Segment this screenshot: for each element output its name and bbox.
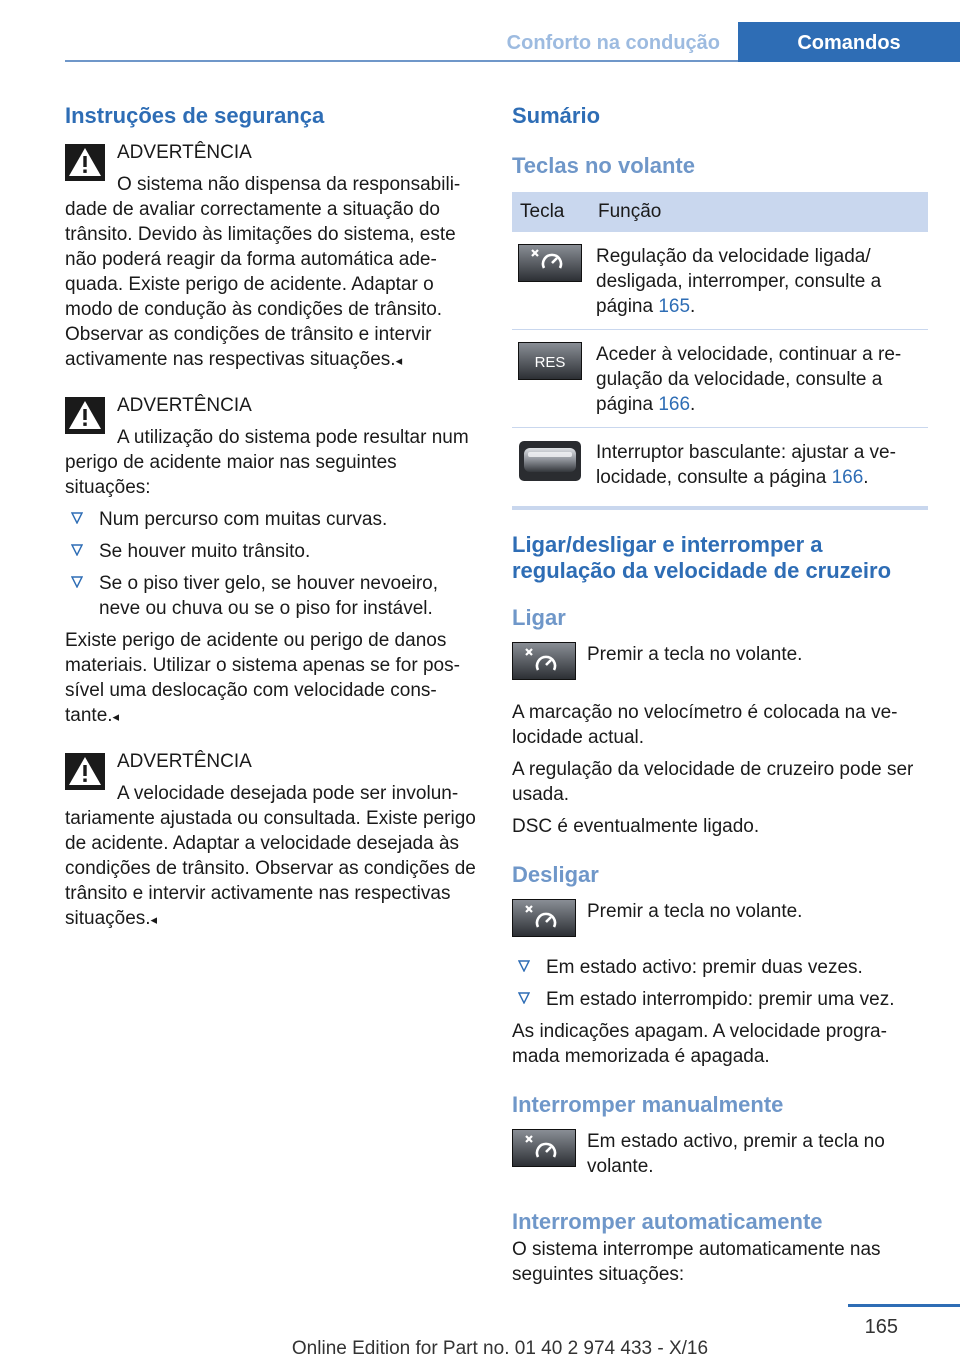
warning-text: A velocidade desejada pode ser involuntariamente ajustada ou consultada. Existe perigo de acidente. Adaptar a velocidade desejada às condições de trânsito. Observar as condições de trânsito e intervir activamente nas respectivas situações. bbox=[65, 783, 476, 929]
res-key-icon bbox=[518, 342, 582, 380]
auto-interrupt-heading: Interromper automaticamente bbox=[512, 1209, 823, 1234]
list-item: Em estado activo: premir duas vezes. bbox=[512, 955, 928, 987]
header-chapter-tab: Comandos bbox=[738, 22, 960, 62]
paragraph: DSC é eventualmente ligado. bbox=[512, 816, 760, 837]
page-link[interactable]: 166 bbox=[831, 467, 864, 488]
warning-text: A utilização do sistema pode resultar num perigo de acidente maior nas seguintes situações: bbox=[65, 427, 469, 498]
end-mark: ◂ bbox=[150, 912, 158, 927]
desligar-instruction: Premir a tecla no volante. bbox=[587, 901, 803, 922]
triangle-bullet-icon bbox=[518, 992, 530, 1004]
right-column bbox=[512, 100, 928, 1287]
desligar-key-row bbox=[512, 899, 928, 939]
warning-triangle-icon bbox=[65, 397, 105, 434]
page-link[interactable]: 165 bbox=[658, 296, 691, 317]
table-row: Interruptor basculante: ajustar a velocidade, consulte a página 166. bbox=[512, 428, 928, 501]
triangle-bullet-icon bbox=[518, 960, 530, 972]
triangle-bullet-icon bbox=[71, 544, 83, 556]
ligar-key-row bbox=[512, 642, 928, 682]
on-off-section-heading: Ligar/desligar e interromper a regulação da velocidade de cruzeiro bbox=[512, 532, 892, 583]
paragraph: A marcação no velocímetro é colocada na velocidade actual. bbox=[512, 702, 898, 748]
warning-block-3 bbox=[65, 749, 479, 932]
row-text: Aceder à velocidade, continuar a regulação da velocidade, consulte a página bbox=[596, 344, 902, 415]
warning-triangle-icon bbox=[65, 753, 105, 790]
situation-list bbox=[65, 507, 479, 628]
steering-wheel-keys-heading: Teclas no volante bbox=[512, 153, 695, 178]
manual-interrupt-heading: Interromper manualmente bbox=[512, 1092, 784, 1117]
row-text: Regulação da velocidade ligada/ desligada, interromper, consulte a página bbox=[596, 246, 882, 317]
keys-table bbox=[512, 192, 928, 500]
end-mark: ◂ bbox=[112, 709, 120, 724]
table-header-function: Função bbox=[590, 192, 928, 232]
page-link[interactable]: 166 bbox=[658, 394, 691, 415]
ligar-instruction: Premir a tecla no volante. bbox=[587, 644, 803, 665]
warning-after-text: Existe perigo de acidente ou perigo de danos materiais. Utilizar o sistema apenas se for possível uma deslocação com velocidade constante. bbox=[65, 630, 460, 726]
row-text: Interruptor basculante: ajustar a velocidade, consulte a página bbox=[596, 442, 896, 488]
left-column bbox=[65, 100, 479, 932]
triangle-bullet-icon bbox=[71, 576, 83, 588]
cruise-control-key-icon bbox=[512, 899, 576, 937]
table-header-key: Tecla bbox=[512, 192, 590, 232]
rocker-switch-icon bbox=[518, 440, 582, 482]
manual-key-row bbox=[512, 1129, 928, 1179]
list-item: Se houver muito trânsito. bbox=[65, 539, 479, 571]
list-item: Em estado interrompido: premir uma vez. bbox=[512, 987, 928, 1019]
warning-title: ADVERTÊNCIA bbox=[117, 142, 252, 163]
res-key-label: RES bbox=[534, 354, 566, 371]
cruise-control-key-icon bbox=[512, 642, 576, 680]
table-bottom-rule bbox=[512, 506, 928, 510]
end-mark: ◂ bbox=[395, 353, 403, 368]
table-row: Regulação da velocidade ligada/ desligada, interromper, consulte a página 165. bbox=[512, 232, 928, 330]
table-row: RES Aceder à velocidade, continuar a regulação da velocidade, consulte a página 166. bbox=[512, 330, 928, 428]
warning-title: ADVERTÊNCIA bbox=[117, 395, 252, 416]
page-number: 165 bbox=[864, 1316, 898, 1338]
paragraph: As indicações apagam. A velocidade programada memorizada é apagada. bbox=[512, 1021, 887, 1067]
safety-instructions-heading: Instruções de segurança bbox=[65, 103, 325, 128]
warning-text: O sistema não dispensa da responsabilidade de avaliar correctamente a situação do trânsito. Devido às limitações do sistema, este não poderá reagir da forma automática adequada. Existe perigo de acidente. Adaptar o modo de condução às condições de trânsito. Observar as condições de trânsito e intervir activamente nas respectivas situações. bbox=[65, 174, 461, 370]
header-section-title: Conforto na condução bbox=[506, 32, 720, 54]
triangle-bullet-icon bbox=[71, 512, 83, 524]
warning-triangle-icon bbox=[65, 144, 105, 181]
cruise-control-key-icon bbox=[512, 1129, 576, 1167]
cruise-control-key-icon bbox=[518, 244, 582, 282]
desligar-list bbox=[512, 955, 928, 1019]
desligar-heading: Desligar bbox=[512, 862, 599, 887]
edition-note: Online Edition for Part no. 01 40 2 974 433 - X/16 bbox=[291, 1338, 709, 1359]
list-item: Num percurso com muitas curvas. bbox=[65, 507, 479, 539]
warning-block-1 bbox=[65, 140, 479, 373]
overview-heading: Sumário bbox=[512, 103, 601, 128]
footer-rule bbox=[848, 1304, 960, 1307]
manual-instruction: Em estado activo, premir a tecla no volante. bbox=[587, 1131, 885, 1177]
list-item: Se o piso tiver gelo, se houver nevoeiro, neve ou chuva ou se o piso for instável. bbox=[65, 571, 479, 628]
paragraph: A regulação da velocidade de cruzeiro pode ser usada. bbox=[512, 759, 914, 805]
paragraph: O sistema interrompe automaticamente nas seguintes situações: bbox=[512, 1239, 881, 1285]
warning-title: ADVERTÊNCIA bbox=[117, 751, 252, 772]
warning-block-2 bbox=[65, 393, 479, 729]
ligar-heading: Ligar bbox=[512, 605, 566, 630]
